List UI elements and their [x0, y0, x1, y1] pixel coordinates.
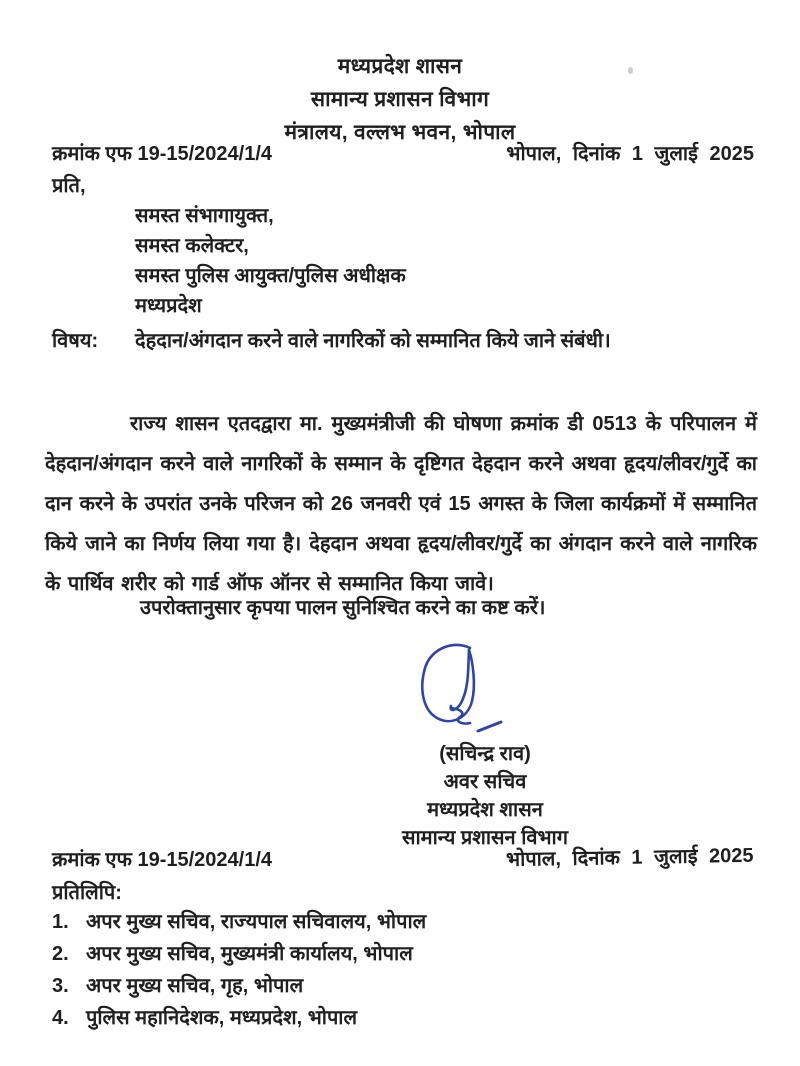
- footer-place-and-date: भोपाल, दिनांक 1 जुलाई 2025: [506, 844, 755, 871]
- salutation: प्रति,: [52, 175, 86, 197]
- office-address: मंत्रालय, वल्लभ भवन, भोपाल: [284, 121, 516, 144]
- copy-number: 2.: [52, 943, 69, 965]
- recipient-line: समस्त संभागायुक्त,: [135, 205, 274, 227]
- copy-number: 3.: [52, 975, 69, 997]
- signature-block: [355, 640, 615, 852]
- copy-text: अपर मुख्य सचिव, राज्यपाल सचिवालय, भोपाल: [86, 911, 427, 933]
- footer-reference-row: [52, 845, 754, 872]
- subject-row: [52, 326, 750, 353]
- footer-reference-number: क्रमांक एफ 19-15/2024/1/4: [52, 849, 273, 871]
- copy-to-label: प्रतिलिपि:: [52, 882, 122, 904]
- recipient-line: मध्यप्रदेश: [135, 295, 202, 317]
- recipient-line: समस्त कलेक्टर,: [135, 235, 249, 257]
- department-name: सामान्य प्रशासन विभाग: [310, 88, 490, 111]
- closing-line: उपरोक्तानुसार कृपया पालन सुनिश्चित करने का कष्ट करें।: [140, 597, 546, 619]
- signatory-org2: सामान्य प्रशासन विभाग: [401, 827, 569, 849]
- copy-to-list: [52, 906, 426, 1034]
- letterhead: [0, 50, 800, 149]
- copy-number: 4.: [52, 1007, 69, 1029]
- reference-number: क्रमांक एफ 19-15/2024/1/4: [52, 143, 273, 165]
- place-and-date: भोपाल, दिनांक 1 जुलाई 2025: [506, 143, 754, 165]
- copy-text: अपर मुख्य सचिव, मुख्यमंत्री कार्यालय, भोपाल: [86, 943, 413, 965]
- copy-line: [52, 906, 426, 938]
- copy-line: [52, 970, 426, 1002]
- signatory-org1: मध्यप्रदेश शासन: [427, 799, 543, 821]
- copy-text: अपर मुख्य सचिव, गृह, भोपाल: [86, 975, 304, 997]
- reference-row: [52, 139, 754, 166]
- recipient-line: समस्त पुलिस आयुक्त/पुलिस अधीक्षक: [135, 265, 406, 287]
- body-paragraph: राज्य शासन एतदद्वारा मा. मुख्यमंत्रीजी की घोषणा क्रमांक डी 0513 के परिपालन में देहदान/अंगदान करने वाले नागरिकों के सम्मान के दृष्टिगत देहदान करने अथवा हृदय/लीवर/गुर्दे का दान करने के उपरांत उनके परिजन को 26 जनवरी एवं 15 अगस्त के जिला कार्यक्रमों में सम्मानित किये जाने का निर्णय लिया गया है। देहदान अथवा हृदय/लीवर/गुर्दे का अंगदान करने वाले नागरिक के पार्थिव शरीर को गार्ड ऑफ ऑनर से सम्मानित किया जावे।: [45, 413, 757, 595]
- copy-text: पुलिस महानिदेशक, मध्यप्रदेश, भोपाल: [86, 1007, 358, 1029]
- recipient-list: [135, 201, 406, 321]
- signatory-name: (सचिन्द्र राव): [439, 743, 531, 765]
- subject-label: विषय:: [52, 330, 99, 352]
- copy-line: [52, 938, 426, 970]
- signatory-designation: अवर सचिव: [443, 771, 527, 793]
- signature-ink: [406, 640, 536, 736]
- copy-line: [52, 1002, 426, 1034]
- copy-number: 1.: [52, 911, 69, 933]
- subject-text: देहदान/अंगदान करने वाले नागरिकों को सम्मानित किये जाने संबंधी।: [135, 330, 611, 352]
- org-name: मध्यप्रदेश शासन: [337, 55, 463, 78]
